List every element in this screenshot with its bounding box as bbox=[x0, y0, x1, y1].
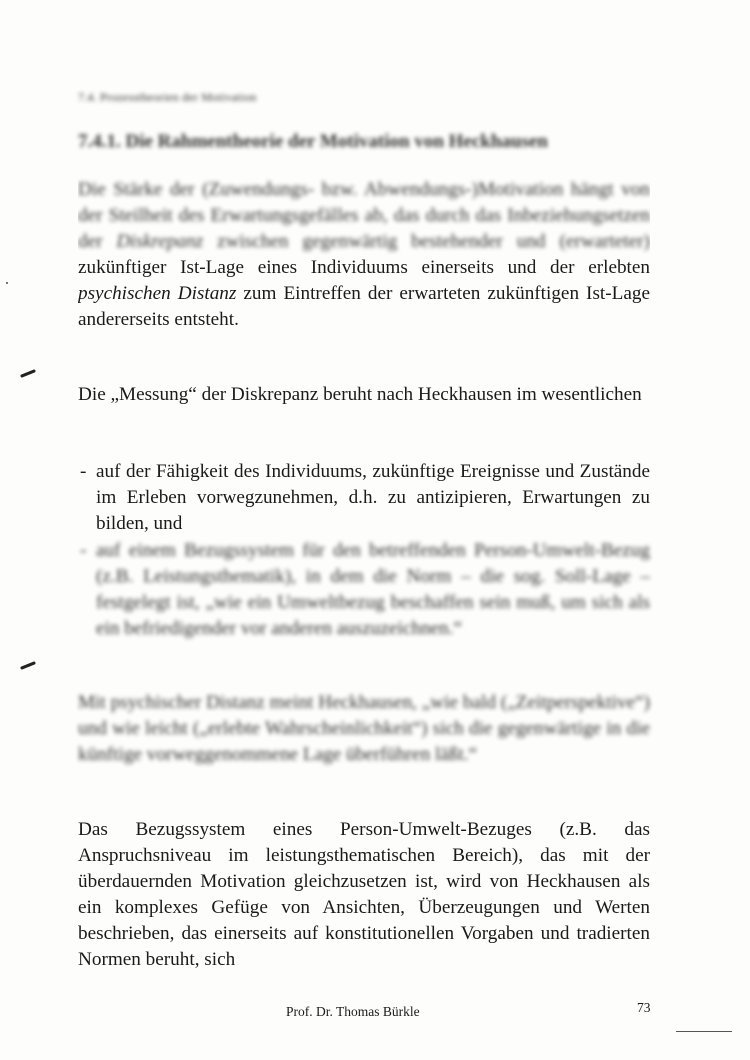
p1-segment-b: zwischen gegenwärtig bestehender und (erwarteter) bbox=[217, 231, 650, 252]
list-item-1 bbox=[80, 459, 650, 537]
list-dash: - bbox=[80, 461, 87, 482]
edge-rule bbox=[676, 1031, 732, 1032]
paragraph-4: Das Bezugssystem eines Person-Umwelt-Bezuges (z.B. das Anspruchsniveau im leistungsthematischen Bereich), das mit der überdauernden Motivation gleichzusetzen ist, wird von Heckhausen als ein komplexes Gefüge von Ansichten, Überzeugungen und Werten beschrieben, das einerseits auf konstitutionellen Vorgaben und tradierten Normen beruht, sich bbox=[78, 819, 650, 970]
scan-mark bbox=[20, 369, 36, 378]
list-item-2 bbox=[80, 538, 650, 642]
page-number: 73 bbox=[637, 1000, 651, 1015]
paragraph-1-text-clear: zukünftiger Ist-Lage eines Individuums einerseits und der erlebten psychischen Distanz zum Eintreffen der erwarteten zukünftigen Ist-Lage andererseits entsteht. bbox=[78, 257, 650, 330]
scan-speck bbox=[6, 282, 8, 284]
paragraph-2: Die „Messung“ der Diskrepanz beruht nach Heckhausen im wesentlichen bbox=[78, 384, 642, 405]
p1-emphasis-a: Diskrepanz bbox=[116, 231, 204, 252]
footer-author: Prof. Dr. Thomas Bürkle bbox=[286, 1004, 420, 1019]
p1-segment-a: Die Stärke der (Zuwendungs- bzw. Abwendungs-)Motivation hängt von der Steilheit des Erwartungsgefälles ab, das durch das Inbeziehungsetzen der bbox=[78, 179, 650, 252]
paragraph-1-clear-part bbox=[78, 255, 650, 359]
list-item-2-text: auf einem Bezugssystem für den betreffenden Person-Umwelt-Bezug (z.B. Leistungsthematik), in dem die Norm – die sog. Soll-Lage – festgelegt ist, „wie ein Umweltbezug beschaffen sein muß, um sich als ein befriedigender vor anderen auszuzeichnen.“ bbox=[96, 540, 650, 639]
running-head: 7.4. Prozesstheorien der Motivation bbox=[78, 90, 257, 104]
paragraph-3: Mit psychischer Distanz meint Heckhausen, „wie bald („Zeitperspektive“) und wie leicht („erlebte Wahrscheinlichkeit“) sich die gegenwärtige in die künftige vorweggenommene Lage überführen läßt.“ bbox=[78, 692, 650, 765]
scan-mark bbox=[20, 661, 36, 670]
list-dash: - bbox=[80, 540, 87, 561]
list-item-1-text: auf der Fähigkeit des Individuums, zukünftige Ereignisse und Zustände im Erleben vorwegzunehmen, d.h. zu antizipieren, Erwartungen zu bilden, und bbox=[96, 461, 650, 534]
section-title: 7.4.1. Die Rahmentheorie der Motivation von Heckhausen bbox=[78, 131, 548, 152]
paragraph-1-text-blurred bbox=[78, 177, 650, 255]
paragraph-1-blurred-part bbox=[78, 177, 650, 255]
